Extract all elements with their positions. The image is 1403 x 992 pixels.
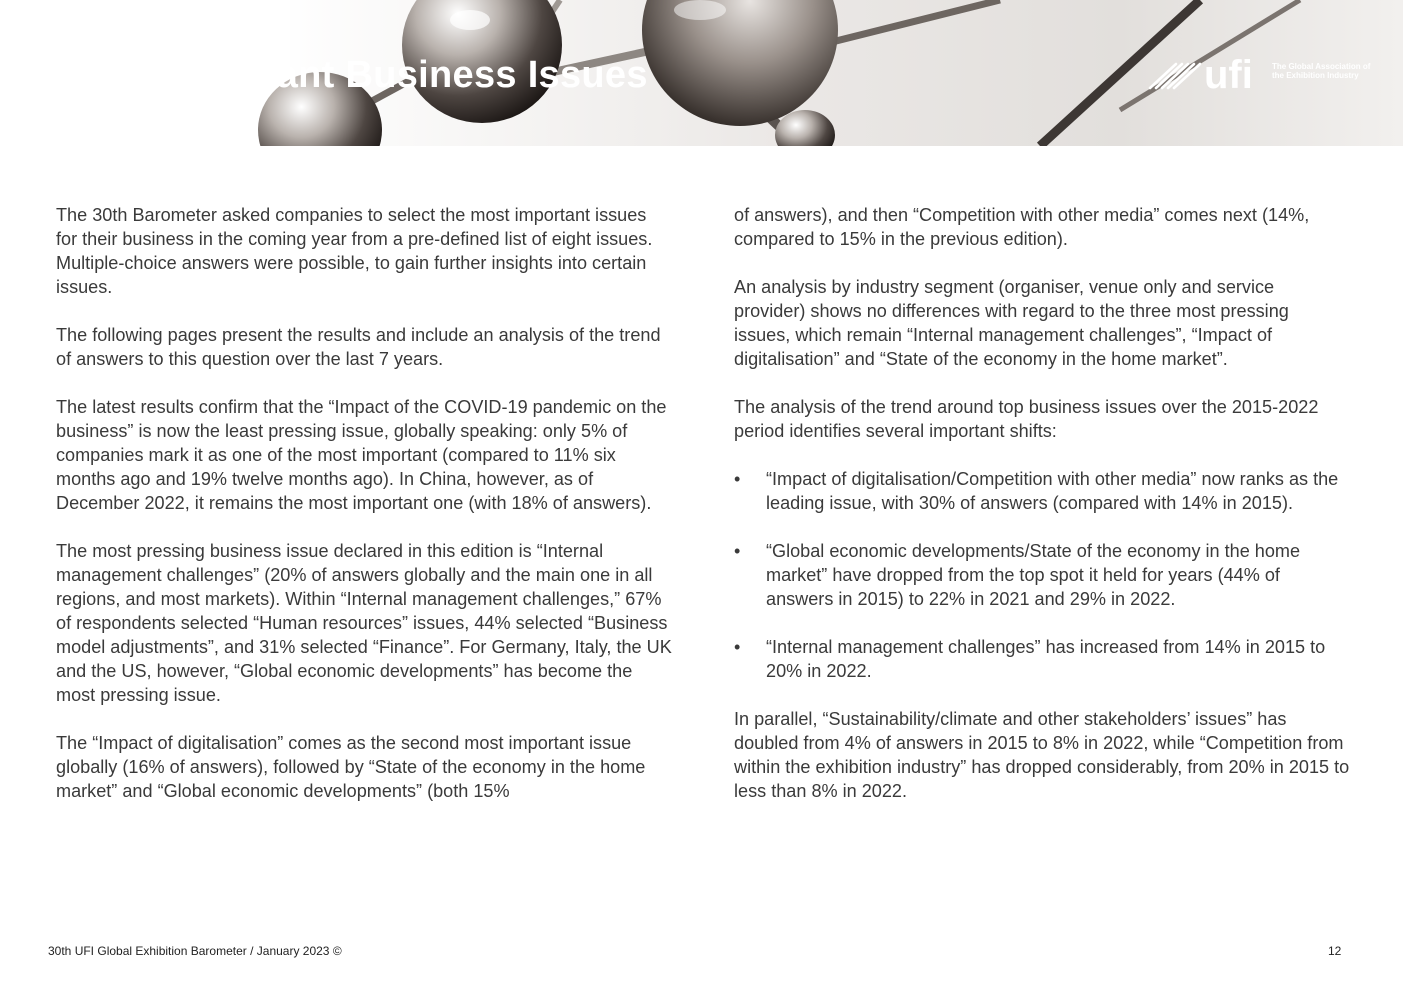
internal-management-paragraph: The most pressing business issue declared in this edition is “Internal management challenges” (20% of answers globally and the main one in all regions, and most markets). Within “Internal management challenges,” 67% of respondents selected “Human resources” issues, 44% selected “Business model adjustments”, and 31% selected “Finance”. For Germany, Italy, the UK and the US, however, “Global economic developments” has become the most pressing issue.: [56, 541, 672, 705]
continuation-paragraph: of answers), and then “Competition with other media” comes next (14%, compared to 15% in the previous edition).: [734, 205, 1310, 249]
footer-copyright: 30th UFI Global Exhibition Barometer / January 2023 ©: [48, 944, 342, 958]
list-item: [734, 467, 1350, 515]
ufi-tagline: The Global Association of the Exhibition Industry: [1272, 62, 1371, 80]
list-item: [734, 635, 1350, 683]
ufi-wordmark: ufi: [1204, 53, 1253, 97]
page-title: Most Important Business Issues: [56, 54, 648, 96]
bullet-icon: •: [734, 541, 741, 561]
page-number: 12: [1328, 944, 1342, 958]
ufi-logo: [1148, 46, 1371, 98]
covid-paragraph: The latest results confirm that the “Impact of the COVID-19 pandemic on the business” is now the least pressing issue, globally speaking: only 5% of companies mark it as one of the most important (compared to 11% six months ago and 19% twelve months ago). In China, however, as of December 2022, it remains the most important one (with 18% of answers).: [56, 397, 667, 513]
ufi-logo-mark: [1148, 46, 1270, 98]
header-banner: [0, 0, 1403, 146]
bullet-icon: •: [734, 469, 741, 489]
left-column: [56, 203, 672, 827]
intro-paragraph: The 30th Barometer asked companies to select the most important issues for their business in the coming year from a pre-defined list of eight issues. Multiple-choice answers were possible, to gain further insights into certain issues.: [56, 205, 653, 297]
closing-paragraph: In parallel, “Sustainability/climate and other stakeholders’ issues” has doubled from 4% of answers in 2015 to 8% in 2022, while “Competition from within the exhibition industry” has dropped considerably, from 20% in 2015 to less than 8% in 2022.: [734, 709, 1350, 801]
shifts-list: [734, 467, 1350, 683]
list-item-text: “Internal management challenges” has increased from 14% in 2015 to 20% in 2022.: [766, 637, 1326, 681]
digitalisation-paragraph: The “Impact of digitalisation” comes as the second most important issue globally (16% of answers), followed by “State of the economy in the home market” and “Global economic developments” (both 15%: [56, 733, 646, 801]
segment-analysis-paragraph: An analysis by industry segment (organiser, venue only and service provider) shows no differences with regard to the three most pressing issues, which remain “Internal management challenges”, “Impact of digitalisation” and “State of the economy in the home market”.: [734, 277, 1289, 369]
trend-paragraph: The following pages present the results and include an analysis of the trend of answers to this question over the last 7 years.: [56, 325, 661, 369]
list-item-text: “Impact of digitalisation/Competition with other media” now ranks as the leading issue, with 30% of answers (compared with 14% in 2015).: [766, 469, 1339, 513]
right-column: [734, 203, 1350, 827]
trend-analysis-paragraph: The analysis of the trend around top business issues over the 2015-2022 period identifies several important shifts:: [734, 397, 1319, 441]
list-item: [734, 539, 1350, 611]
list-item-text: “Global economic developments/State of the economy in the home market” have dropped from the top spot it held for years (44% of answers in 2015) to 22% in 2021 and 29% in 2022.: [766, 541, 1301, 609]
bullet-icon: •: [734, 637, 741, 657]
